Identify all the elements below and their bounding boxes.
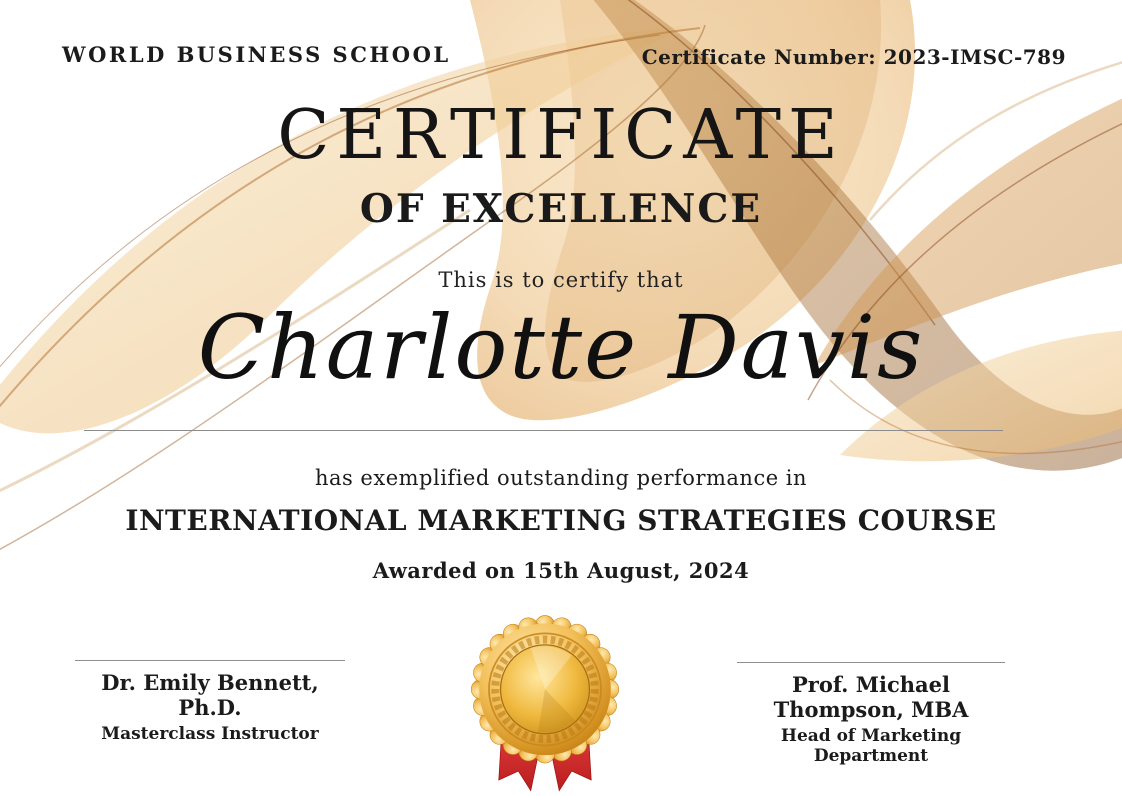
signatory-title: Masterclass Instructor bbox=[101, 724, 319, 744]
school-name: WORLD BUSINESS SCHOOL bbox=[62, 42, 451, 67]
recipient-name: Charlotte Davis bbox=[197, 296, 925, 399]
award-date-line: Awarded on 15th August, 2024 bbox=[372, 558, 750, 583]
signatory-title: Head of Marketing Department bbox=[780, 726, 962, 766]
signatory-name: Prof. Michael Thompson, MBA bbox=[773, 672, 969, 722]
certificate-title: CERTIFICATE bbox=[277, 96, 845, 175]
signature-line bbox=[737, 662, 1005, 663]
course-name: INTERNATIONAL MARKETING STRATEGIES COURSE bbox=[125, 504, 997, 537]
performance-line: has exemplified outstanding performance in bbox=[314, 466, 808, 490]
signatory-name: Dr. Emily Bennett, Ph.D. bbox=[101, 670, 319, 720]
certificate-subtitle: OF EXCELLENCE bbox=[359, 186, 763, 232]
certify-line: This is to certify that bbox=[438, 268, 684, 292]
recipient-name-underline bbox=[84, 430, 1003, 431]
certificate-number: Certificate Number: 2023-IMSC-789 bbox=[641, 45, 1066, 69]
signature-line bbox=[75, 660, 345, 661]
signature-block-department-head bbox=[737, 662, 1005, 766]
signature-block-instructor bbox=[75, 660, 345, 744]
gold-medal-icon bbox=[453, 596, 637, 796]
